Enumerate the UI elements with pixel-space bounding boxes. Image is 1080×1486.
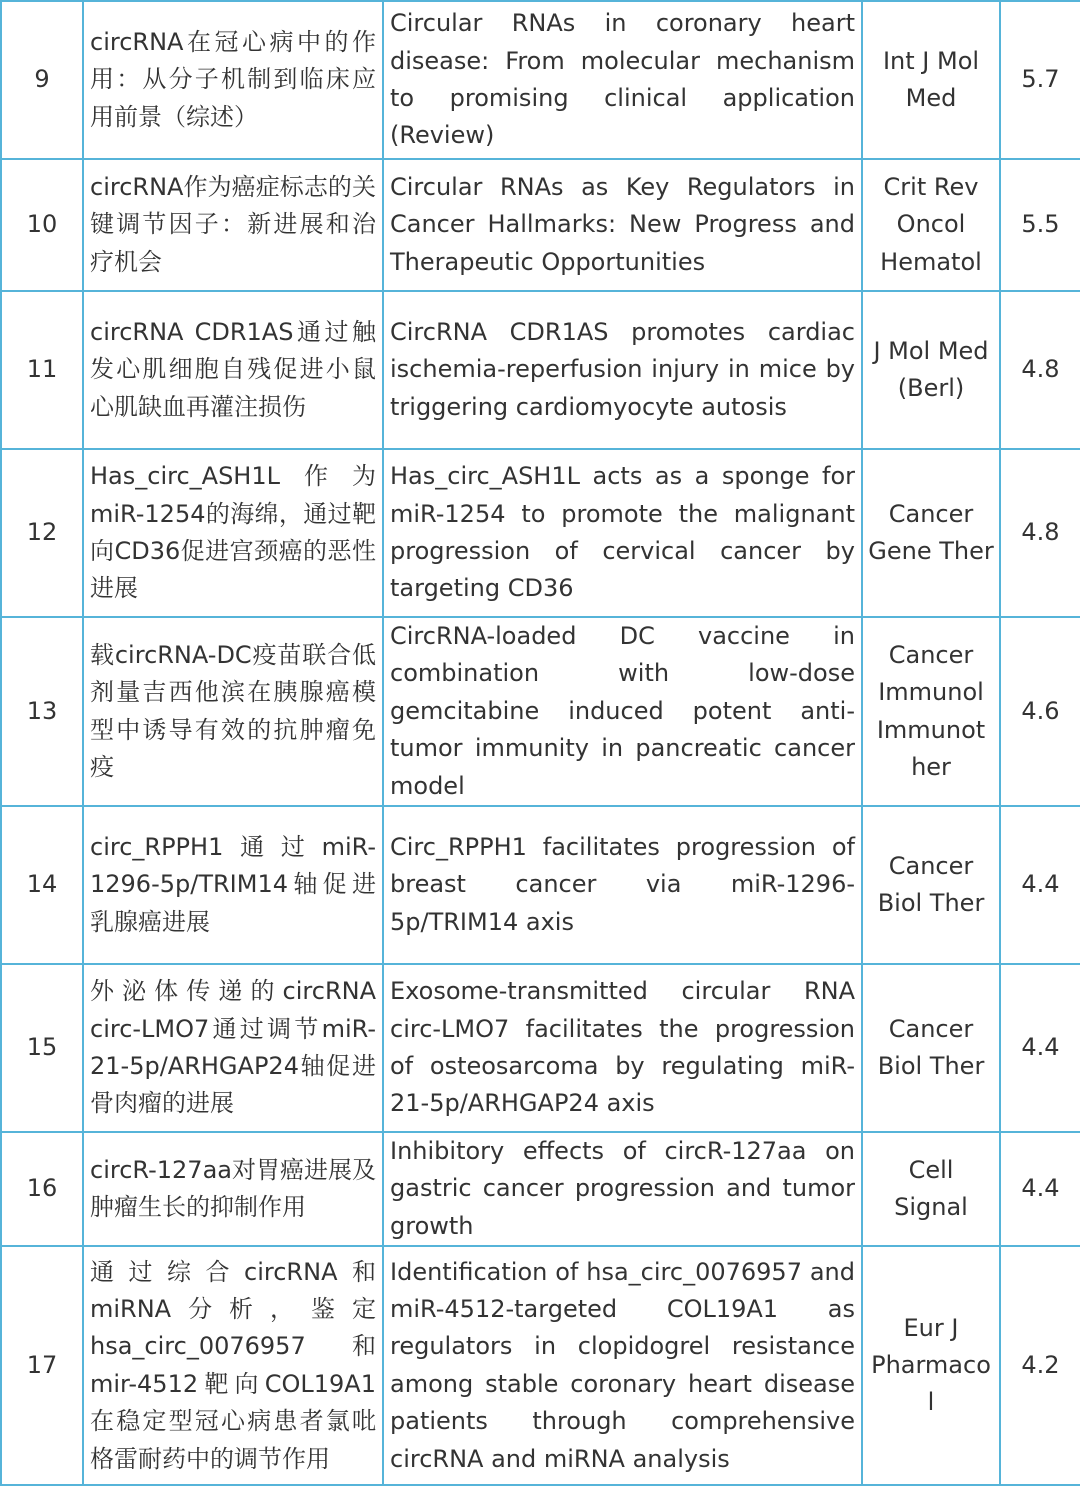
impact-factor: 4.4 [1000,806,1080,964]
table-row [1,964,1080,1132]
chinese-title: circRNA在冠心病中的作用：从分子机制到临床应用前景（综述） [83,1,383,159]
english-title: Exosome-transmitted circular RNA circ-LMO7 facilitates the progression of osteosarcoma by regulating miR-21-5p/ARHGAP24 axis [383,964,862,1132]
impact-factor: 4.4 [1000,1132,1080,1246]
english-title: CircRNA CDR1AS promotes cardiac ischemia-reperfusion injury in mice by triggering cardiomyocyte autosis [383,291,862,449]
impact-factor: 4.6 [1000,617,1080,806]
journal-label: Cancer Biol Ther [877,1014,985,1081]
table-row [1,449,1080,617]
table-row [1,159,1080,291]
table-row [1,806,1080,964]
journal-label: J Mol Med (Berl) [873,336,989,402]
chinese-title: circRNA CDR1AS通过触发心肌细胞自残促进小鼠心肌缺血再灌注损伤 [83,291,383,449]
row-number: 9 [1,1,83,159]
chinese-title: 通过综合circRNA和miRNA分析，鉴定hsa_circ_0076957和mir-4512靶向COL19A1在稳定型冠心病患者氯吡格雷耐药中的调节作用 [83,1246,383,1485]
row-number: 14 [1,806,83,964]
journal-name [862,806,1000,964]
journal-label: Cell Signal [894,1155,968,1222]
row-number: 13 [1,617,83,806]
row-number: 11 [1,291,83,449]
journal-name [862,1,1000,159]
english-title: Circular RNAs as Key Regulators in Cancer Hallmarks: New Progress and Therapeutic Opportunities [383,159,862,291]
journal-label: Cancer Gene Ther [868,499,994,565]
journal-name [862,1246,1000,1485]
row-number: 16 [1,1132,83,1246]
english-title: Identification of hsa_circ_0076957 and miR-4512-targeted COL19A1 as regulators in clopidogrel resistance among stable coronary heart disease patients through comprehensive circRNA and miRNA analysis [383,1246,862,1485]
row-number: 17 [1,1246,83,1485]
journal-name [862,964,1000,1132]
row-number: 12 [1,449,83,617]
journal-name [862,1132,1000,1246]
row-number: 15 [1,964,83,1132]
journal-label: Int J Mol Med [882,46,980,112]
impact-factor: 5.7 [1000,1,1080,159]
chinese-title: Has_circ_ASH1L作为miR-1254的海绵，通过靶向CD36促进宫颈癌的恶性进展 [83,449,383,617]
chinese-title: 外泌体传递的circRNA circ-LMO7通过调节miR-21-5p/ARHGAP24轴促进骨肉瘤的进展 [83,964,383,1132]
chinese-title: 载circRNA-DC疫苗联合低剂量吉西他滨在胰腺癌模型中诱导有效的抗肿瘤免疫 [83,617,383,806]
impact-factor: 4.8 [1000,291,1080,449]
english-title: Circular RNAs in coronary heart disease: From molecular mechanism to promising clinical application (Review) [383,1,862,159]
journal-label: Crit Rev Oncol Hematol [880,172,982,276]
impact-factor: 4.2 [1000,1246,1080,1485]
english-title: Circ_RPPH1 facilitates progression of breast cancer via miR-1296-5p/TRIM14 axis [383,806,862,964]
table-row [1,617,1080,806]
english-title: Inhibitory effects of circR-127aa on gastric cancer progression and tumor growth [383,1132,862,1246]
journal-label: Eur J Pharmaco l [871,1313,991,1417]
english-title: CircRNA-loaded DC vaccine in combination with low-dose gemcitabine induced potent anti-tumor immunity in pancreatic cancer model [383,617,862,806]
journal-name [862,291,1000,449]
english-title: Has_circ_ASH1L acts as a sponge for miR-1254 to promote the malignant progression of cervical cancer by targeting CD36 [383,449,862,617]
chinese-title: circ_RPPH1通过miR-1296-5p/TRIM14轴促进乳腺癌进展 [83,806,383,964]
table-row [1,1246,1080,1485]
impact-factor: 4.4 [1000,964,1080,1132]
table-row [1,1132,1080,1246]
row-number: 10 [1,159,83,291]
chinese-title: circR-127aa对胃癌进展及肿瘤生长的抑制作用 [83,1132,383,1246]
journal-name [862,617,1000,806]
impact-factor: 4.8 [1000,449,1080,617]
journal-name [862,159,1000,291]
journal-name [862,449,1000,617]
journal-label: Cancer Biol Ther [877,851,985,918]
impact-factor: 5.5 [1000,159,1080,291]
chinese-title: circRNA作为癌症标志的关键调节因子：新进展和治疗机会 [83,159,383,291]
journal-label: Cancer Immunol Immunot her [876,640,986,781]
table-row [1,291,1080,449]
table-row [1,1,1080,159]
